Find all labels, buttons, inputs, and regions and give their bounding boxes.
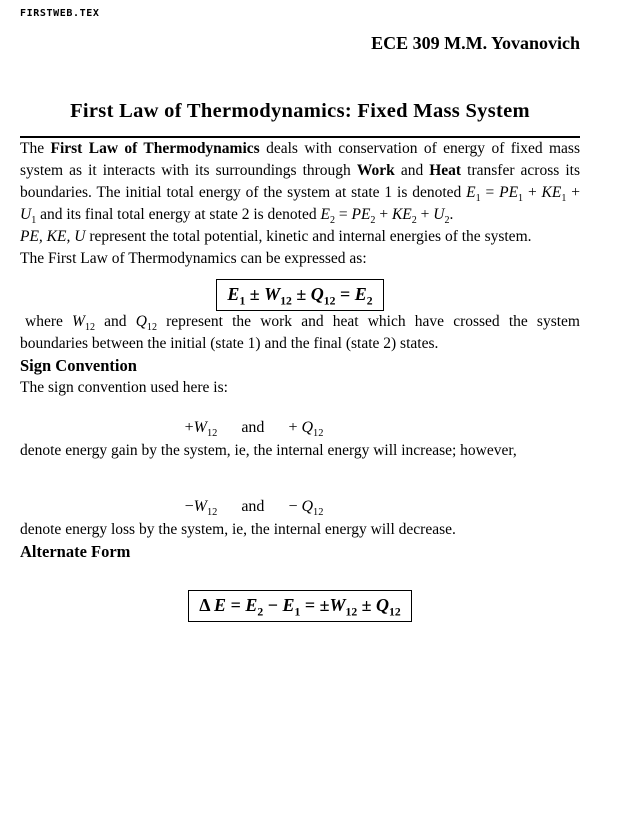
positive-terms-math: $+W_{12}$ and + $Q_{12}$: [184, 419, 324, 440]
energies-paragraph: PE, KE, U represent the total potential, kinetic and internal energies of the system.: [20, 228, 532, 245]
first-law-equation-row: [20, 279, 580, 311]
alternate-form-heading: Alternate Form: [20, 542, 131, 561]
energy-gain-paragraph: denote energy gain by the system, ie, the internal energy will increase; however,: [20, 442, 517, 459]
where-paragraph: where $W_{12}$ and $Q_{12}$ represent the work and heat which have crossed the system boundaries between the initial (state 1) and the final (state 2) states.: [20, 313, 580, 352]
sign-convention-heading: Sign Convention: [20, 356, 137, 375]
energy-loss-paragraph: denote energy loss by the system, ie, the internal energy will decrease.: [20, 521, 456, 538]
alternate-form-equation-box: Δ $E = E_2 - E_1 = \pm W_{12} \pm Q_{12}$: [188, 590, 411, 622]
filename-label: FIRSTWEB.TEX: [20, 8, 100, 19]
sign-convention-intro: The sign convention used here is:: [20, 379, 228, 396]
page-title: First Law of Thermodynamics: Fixed Mass System: [70, 100, 530, 122]
first-law-equation-box: $E_1 \pm W_{12} \pm Q_{12} = E_2$: [216, 279, 383, 311]
negative-terms-math: $-W_{12}$ and − $Q_{12}$: [184, 498, 324, 519]
intro-paragraph: The First Law of Thermodynamics deals with conservation of energy of fixed mass system as it interacts with its surroundings through Work and Heat transfer across its boundaries. The initial total energy of the system at state 1 is denoted $E_1 = PE_1 + KE_1 + U_1$ and its final total energy at state 2 is denoted $E_2 = PE_2 + KE_2 + U_2$.: [20, 140, 580, 227]
alternate-form-equation-row: [20, 590, 580, 622]
expressed-as-line: The First Law of Thermodynamics can be expressed as:: [20, 250, 367, 267]
course-author-header: ECE 309 M.M. Yovanovich: [371, 33, 580, 53]
